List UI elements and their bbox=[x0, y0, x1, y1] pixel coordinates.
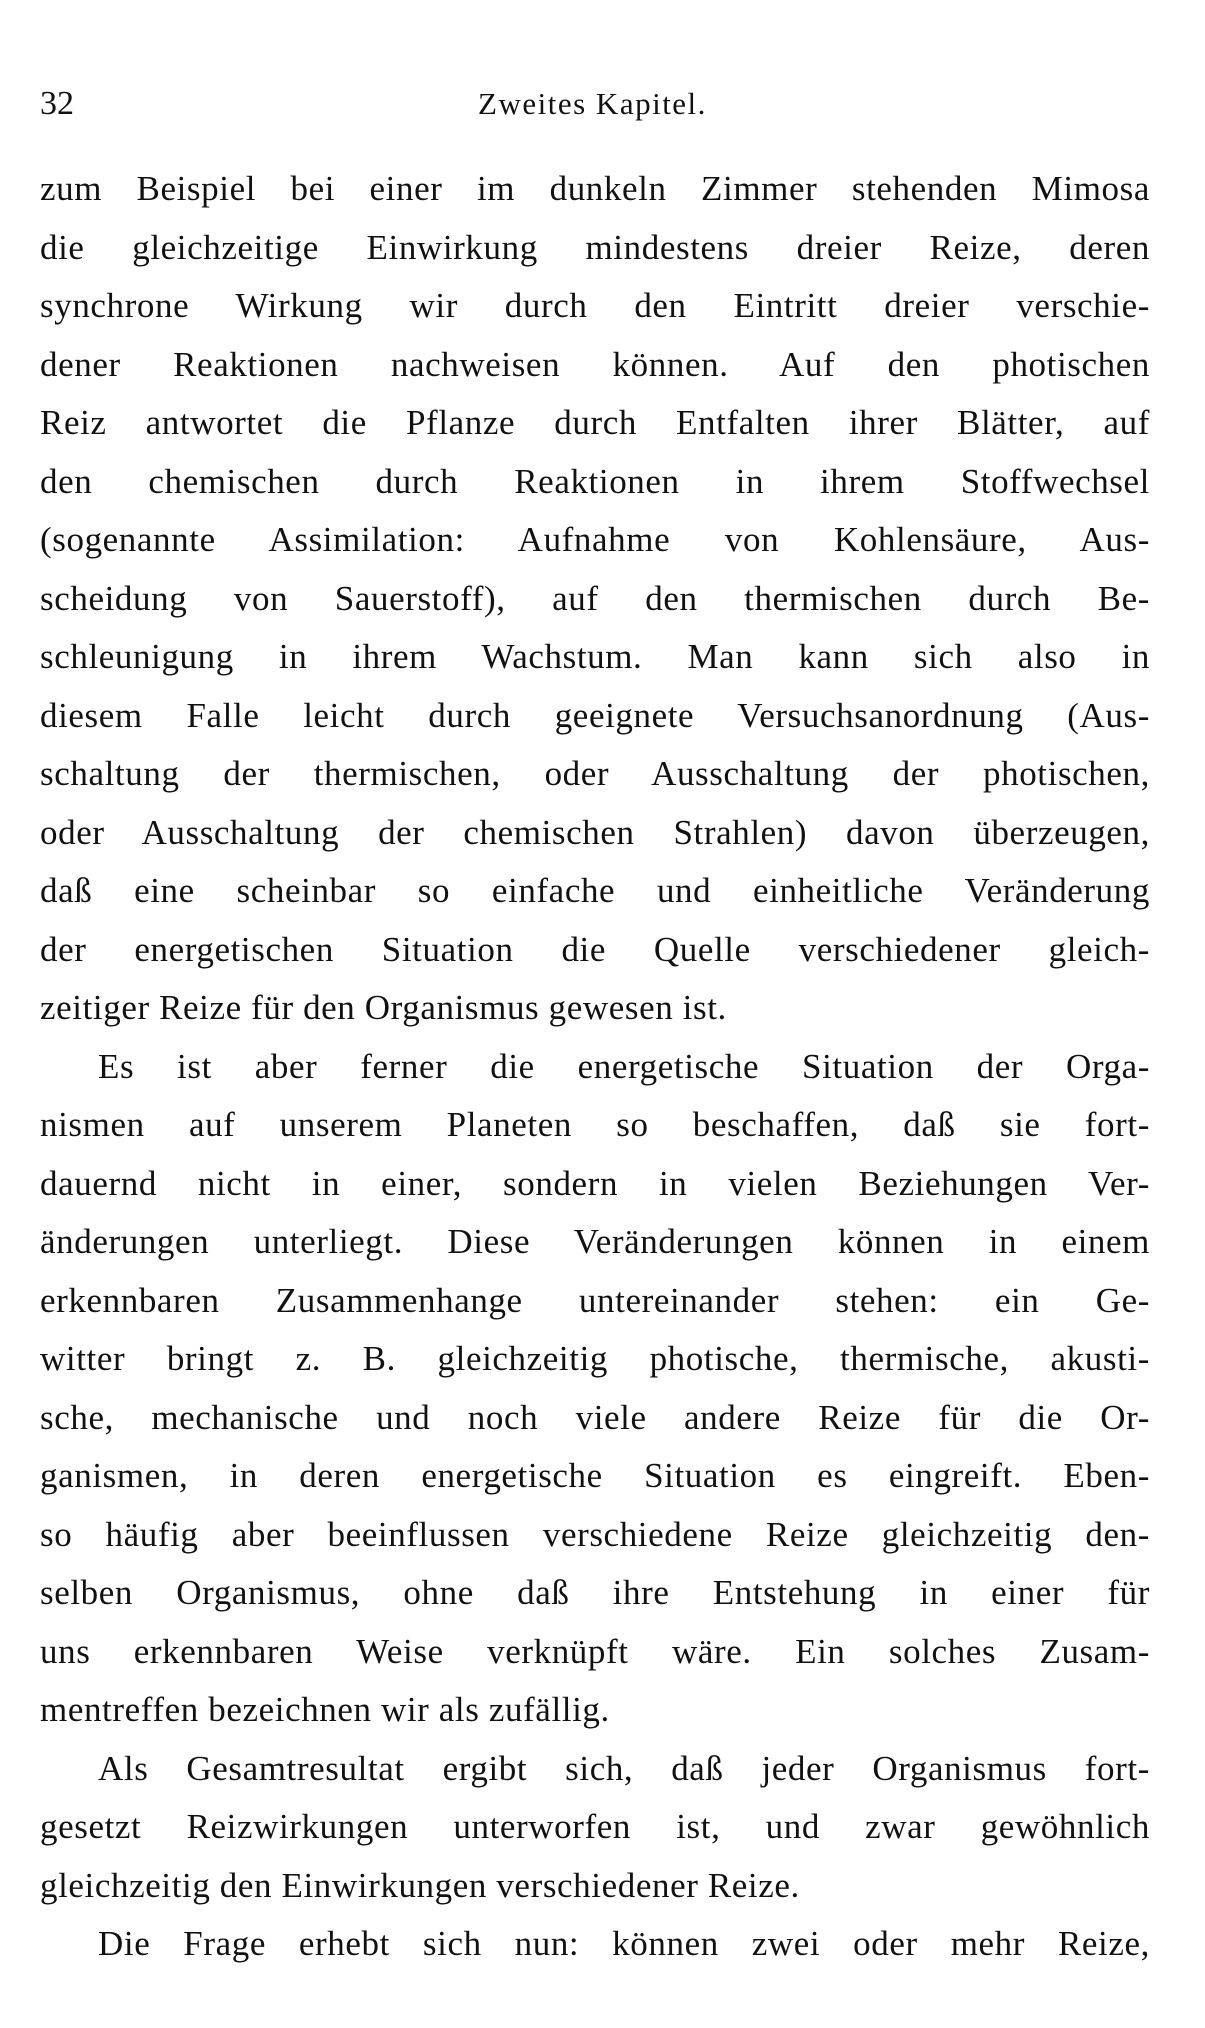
text-line: uns erkennbaren Weise verknüpft wäre. Ein solches Zusam- bbox=[40, 1631, 1150, 1671]
text-line: erkennbaren Zusammenhange untereinander stehen: ein Ge- bbox=[40, 1280, 1150, 1320]
text-line: (sogenannte Assimilation: Aufnahme von Kohlensäure, Aus- bbox=[40, 520, 1150, 559]
text-line: witter bringt z. B. gleichzeitig photische, thermische, akusti- bbox=[40, 1339, 1150, 1378]
text-line: Es ist aber ferner die energetische Situation der Orga- bbox=[98, 1046, 1150, 1086]
text-line: dauernd nicht in einer, sondern in vielen Beziehungen Ver- bbox=[40, 1163, 1150, 1203]
text-line: synchrone Wirkung wir durch den Eintritt dreier verschie- bbox=[40, 286, 1150, 325]
text-line: selben Organismus, ohne daß ihre Entstehung in einer für bbox=[40, 1573, 1150, 1612]
text-line: der energetischen Situation die Quelle verschiedener gleich- bbox=[40, 929, 1150, 969]
text-line: mentreffen bezeichnen wir als zufällig. bbox=[40, 1690, 610, 1729]
text-line: änderungen unterliegt. Diese Veränderungen können in einem bbox=[40, 1222, 1150, 1261]
text-line: scheidung von Sauerstoff), auf den thermischen durch Be- bbox=[40, 578, 1150, 618]
text-line: dener Reaktionen nachweisen können. Auf den photischen bbox=[40, 344, 1150, 384]
text-line: die gleichzeitige Einwirkung mindestens dreier Reize, deren bbox=[40, 227, 1150, 267]
text-line: so häufig aber beeinflussen verschiedene Reize gleichzeitig den- bbox=[40, 1514, 1150, 1554]
page-number: 32 bbox=[40, 85, 74, 122]
text-line: den chemischen durch Reaktionen in ihrem Stoffwechsel bbox=[40, 461, 1150, 501]
body-text bbox=[40, 160, 1150, 1974]
running-head bbox=[40, 84, 1145, 124]
text-line: ganismen, in deren energetische Situation es eingreift. Eben- bbox=[40, 1456, 1150, 1495]
text-line: Reiz antwortet die Pflanze durch Entfalten ihrer Blätter, auf bbox=[40, 403, 1150, 442]
text-line: schaltung der thermischen, oder Ausschaltung der photischen, bbox=[40, 754, 1150, 793]
text-line: oder Ausschaltung der chemischen Strahlen) davon überzeugen, bbox=[40, 812, 1150, 852]
text-line: sche, mechanische und noch viele andere Reize für die Or- bbox=[40, 1397, 1150, 1437]
text-line: Als Gesamtresultat ergibt sich, daß jeder Organismus fort- bbox=[98, 1748, 1150, 1788]
chapter-title: Zweites Kapitel. bbox=[478, 86, 707, 121]
text-line: nismen auf unserem Planeten so beschaffen, daß sie fort- bbox=[40, 1105, 1150, 1144]
text-line: gleichzeitig den Einwirkungen verschiedener Reize. bbox=[40, 1865, 800, 1905]
text-line: gesetzt Reizwirkungen unterworfen ist, und zwar gewöhnlich bbox=[40, 1807, 1150, 1846]
text-line: zum Beispiel bei einer im dunkeln Zimmer stehenden Mimosa bbox=[40, 169, 1150, 208]
text-line: daß eine scheinbar so einfache und einheitliche Veränderung bbox=[40, 871, 1150, 910]
text-line: zeitiger Reize für den Organismus gewesen ist. bbox=[40, 988, 727, 1027]
text-line: diesem Falle leicht durch geeignete Versuchsanordnung (Aus- bbox=[40, 695, 1150, 735]
text-line: Die Frage erhebt sich nun: können zwei oder mehr Reize, bbox=[98, 1924, 1150, 1963]
text-line: schleunigung in ihrem Wachstum. Man kann sich also in bbox=[40, 637, 1150, 676]
